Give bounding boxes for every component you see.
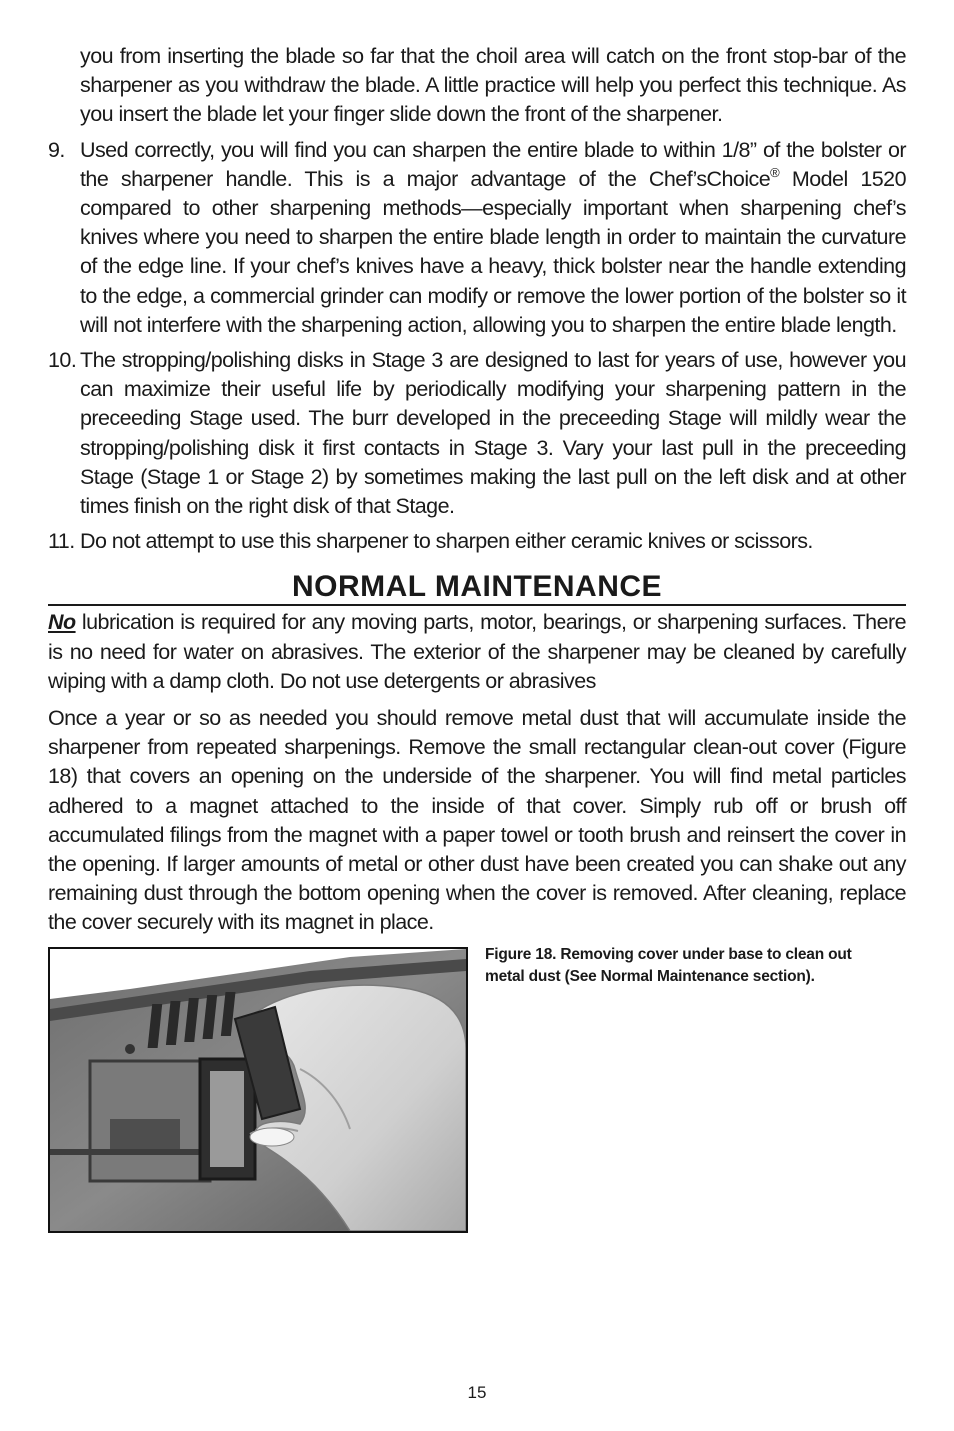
- list-item-10: [48, 346, 906, 521]
- page-body: [48, 42, 906, 938]
- maintenance-paragraph-2: Once a year or so as needed you should remove metal dust that will accumulate inside the sharpener from repeated sharpenings. Remove the small rectangular clean-out cover (Figure 18) that covers an opening on the underside of the sharpener. You will find metal particles adhered to a magnet attached to the inside of that cover. Simply rub off or brush off accumulated filings from the magnet with a paper towel or tooth brush and reinsert the cover in the opening. If larger amounts of metal or other dust have been created you can shake out any remaining dust through the bottom opening when the cover is removed. After cleaning, replace the cover securely with its magnet in place.: [48, 706, 906, 935]
- maintenance-paragraph-1: No lubrication is required for any moving parts, motor, bearings, or sharpening surfaces. There is no need for water on abrasives. The exterior of the sharpener may be cleaned by carefully wiping with a damp cloth. Do not use detergents or abrasives: [48, 610, 906, 693]
- continuation-paragraph: you from inserting the blade so far that the choil area will catch on the front stop-bar of the sharpener as you withdraw the blade. A little practice will help you perfect this technique. As you insert the blade let your finger slide down the front of the sharpener.: [80, 44, 906, 127]
- list-text: The stropping/polishing disks in Stage 3 are designed to last for years of use, however you can maximize their useful life by periodically modifying your sharpening pattern in the preceeding Stage used. The burr developed in the preceeding Stage will mildly wear the stropping/polishing disk it first contacts in Stage 3. Vary your last pull in the preceeding Stage (Stage 1 or Stage 2) by sometimes making the last pull on the left disk and at other times finish on the right disk of that Stage.: [80, 348, 906, 519]
- page-number: 15: [467, 1383, 487, 1402]
- section-heading: NORMAL MAINTENANCE: [48, 570, 906, 606]
- list-number: 9.: [48, 137, 65, 162]
- emphasis-word: No: [48, 610, 76, 635]
- list-text: Used correctly, you will find you can sharpen the entire blade to within 1/8” of the bolster or the sharpener handle. This is a major advantage of the Chef’sChoice® Model 1520 compared to other sharpening methods—especially important when sharpening chef’s knives where you need to sharpen the entire blade length in order to maintain the curvature of the edge line. If your chef’s knives have a heavy, thick bolster near the handle extending to the edge, a commercial grinder can modify or remove the lower portion of the bolster so it will not interfere with the sharpening action, allowing you to sharpen the entire blade length.: [80, 137, 906, 337]
- list-item-9: [48, 136, 906, 340]
- list-number: 11.: [48, 529, 75, 554]
- list-item-11: [48, 527, 906, 556]
- registered-mark: ®: [770, 164, 780, 180]
- figure-18: [48, 947, 468, 1233]
- figure-caption: Figure 18. Removing cover under base to clean out metal dust (See Normal Maintenance section).: [485, 946, 852, 985]
- list-text: Do not attempt to use this sharpener to sharpen either ceramic knives or scissors.: [80, 529, 813, 554]
- sharpener-underside-photo: [48, 947, 468, 1233]
- list-number: 10.: [48, 348, 77, 373]
